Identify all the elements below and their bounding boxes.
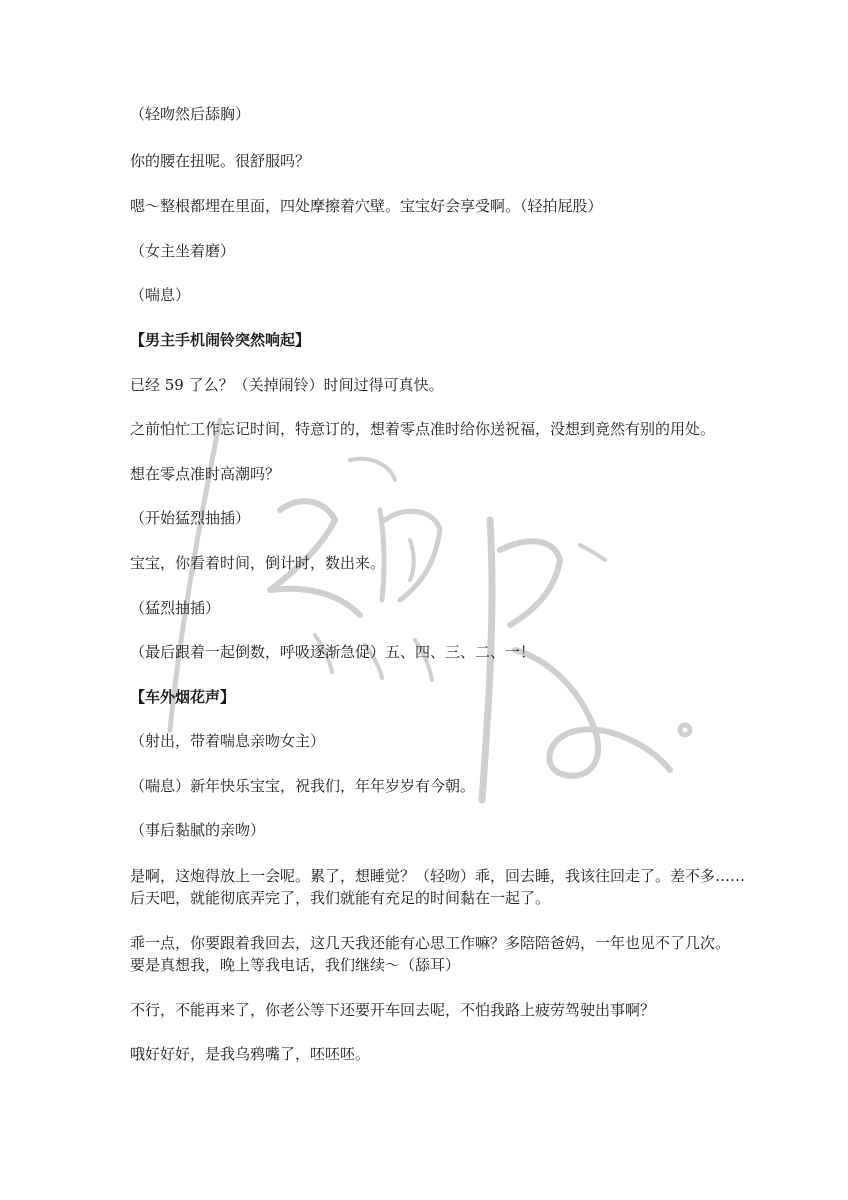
dialogue-line: （最后跟着一起倒数，呼吸逐渐急促）五、四、三、二、一！ xyxy=(130,643,536,661)
stage-direction: （事后黏腻的亲吻） xyxy=(130,821,266,839)
dialogue-line: 想在零点准时高潮吗？ xyxy=(130,465,281,483)
scene-cue: 【车外烟花声】 xyxy=(130,688,236,706)
stage-direction: （开始猛烈抽插） xyxy=(130,509,251,527)
stage-direction: （猛烈抽插） xyxy=(130,599,221,617)
dialogue-line: 宝宝，你看着时间，倒计时，数出来。 xyxy=(130,554,386,572)
dialogue-line: 乖一点，你要跟着我回去，这几天我还能有心思工作嘛？多陪陪爸妈，一年也见不了几次。 xyxy=(130,934,731,952)
dialogue-line: （喘息）新年快乐宝宝，祝我们，年年岁岁有今朝。 xyxy=(130,777,476,795)
stage-direction: （女主坐着磨） xyxy=(130,242,236,260)
stage-direction: （喘息） xyxy=(130,286,191,304)
dialogue-line: 后天吧，就能彻底弄完了，我们就能有充足的时间黏在一起了。 xyxy=(130,889,551,907)
dialogue-line: 哦好好好，是我乌鸦嘴了，呸呸呸。 xyxy=(130,1045,371,1063)
stage-direction: （轻吻然后舔胸） xyxy=(130,105,251,123)
dialogue-line: 之前怕忙工作忘记时间，特意订的，想着零点准时给你送祝福，没想到竟然有别的用处。 xyxy=(130,420,716,438)
dialogue-line: 已经 59 了么？（关掉闹铃）时间过得可真快。 xyxy=(130,376,444,394)
dialogue-line: 嗯～整根都埋在里面，四处摩擦着穴壁。宝宝好会享受啊。（轻拍屁股） xyxy=(130,197,603,215)
dialogue-line: 你的腰在扭呢。很舒服吗？ xyxy=(130,152,311,170)
dialogue-line: 要是真想我，晚上等我电话，我们继续～（舔耳） xyxy=(130,956,461,974)
dialogue-line: 不行，不能再来了，你老公等下还要开车回去呢，不怕我路上疲劳驾驶出事啊？ xyxy=(130,1001,656,1019)
scene-cue: 【男主手机闹铃突然响起】 xyxy=(130,331,311,349)
dialogue-line: 是啊，这炮得放上一会呢。累了，想睡觉？（轻吻）乖，回去睡，我该往回走了。差不多…… xyxy=(130,867,746,885)
stage-direction: （射出，带着喘息亲吻女主） xyxy=(130,732,326,750)
